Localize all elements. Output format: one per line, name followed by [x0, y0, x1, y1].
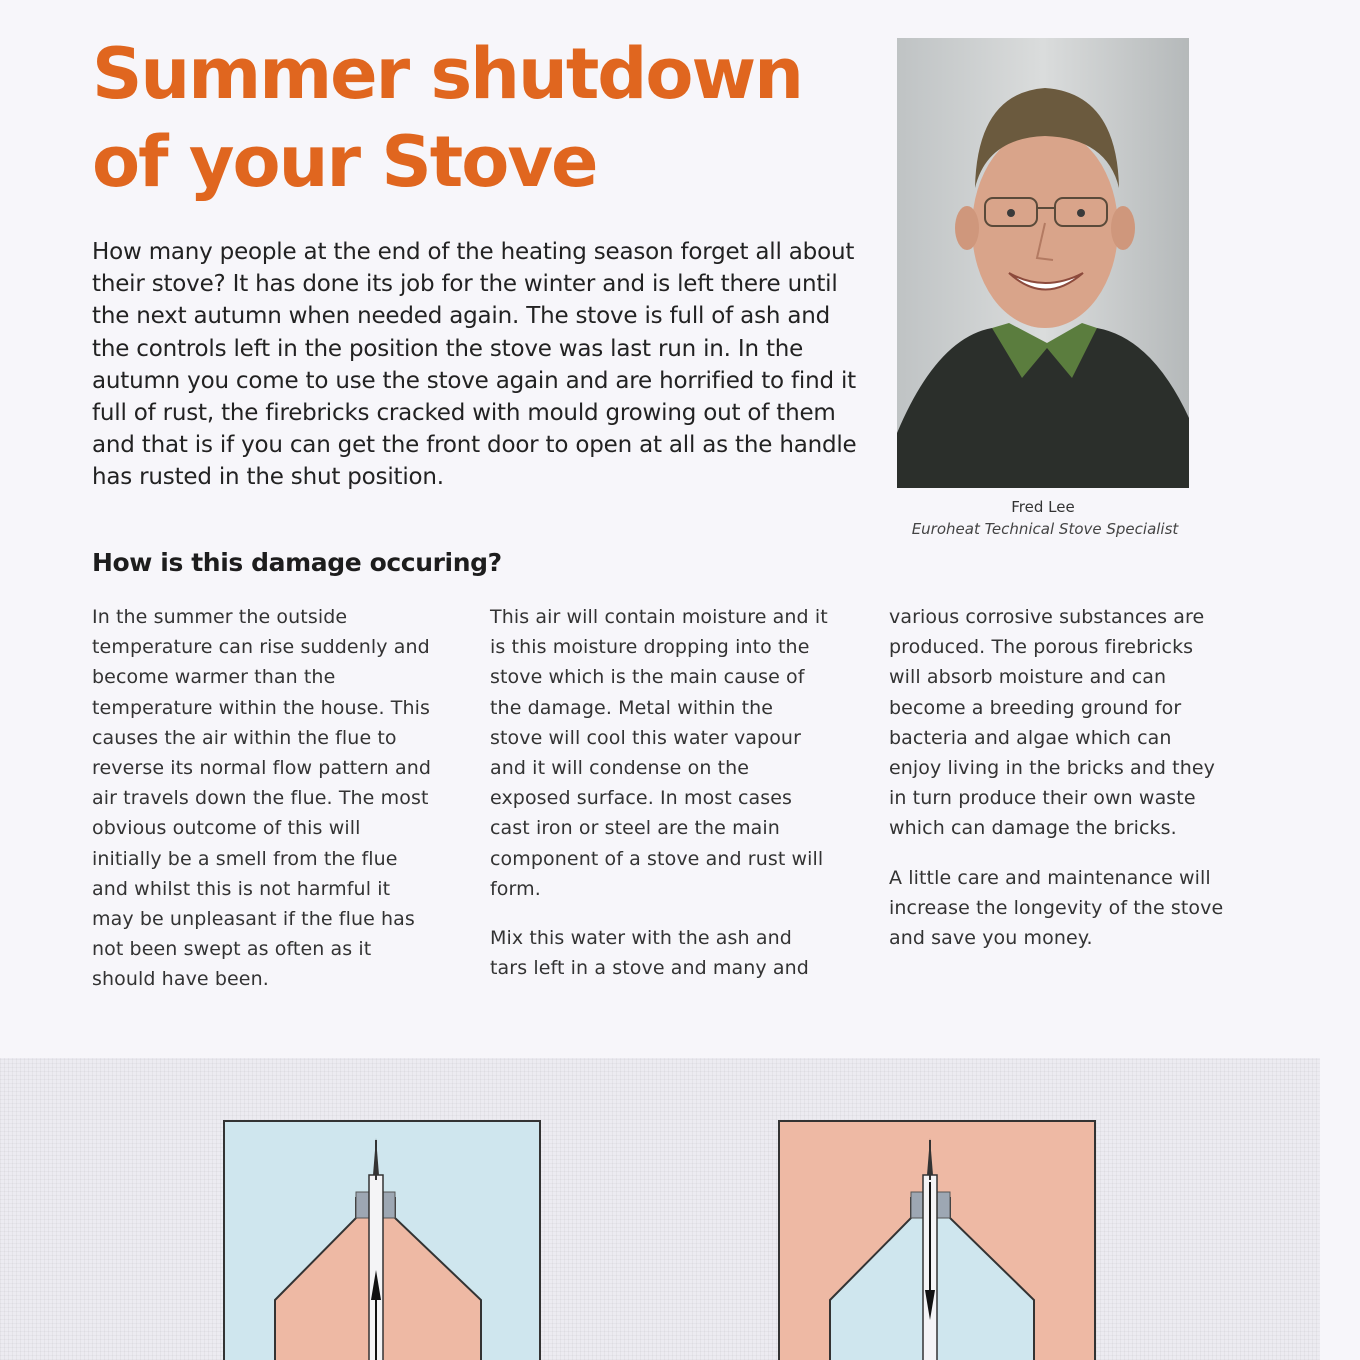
photo-caption-name: Fred Lee — [1011, 498, 1075, 516]
column-3-paragraph-2: A little care and maintenance will increase the longevity of the stove and save you money. — [889, 866, 1224, 950]
photo-caption-role: Euroheat Technical Stove Specialist — [911, 520, 1179, 538]
section-heading: How is this damage occuring? — [92, 548, 502, 577]
column-3 — [889, 602, 1229, 953]
title-line-2: of your Stove — [92, 121, 597, 203]
flue-diagram-normal — [223, 1120, 541, 1360]
column-2 — [490, 602, 830, 983]
column-2-paragraph-2: Mix this water with the ash and tars left in a stove and many and — [490, 927, 809, 980]
diagram-background — [0, 1058, 1320, 1360]
column-1 — [92, 602, 432, 995]
page-title — [92, 30, 852, 206]
column-2-paragraph-1: This air will contain moisture and it is this moisture dropping into the stove which is the main cause of the damage. Metal within the stove will cool this water vapour and it will condense on the exposed surface. In most cases cast iron or steel are the main component of a stove and rust will form. — [490, 606, 828, 900]
intro-paragraph: How many people at the end of the heating season forget all about their stove? It has done its job for the winter and is left there until the next autumn when needed again. The stove is full of ash and the controls left in the position the stove was last run in. In the autumn you come to use the stove again and are horrified to find it full of rust, the firebricks cracked with mould growing out of them and that is if you can get the front door to open at all as the handle has rusted in the shut position. — [92, 239, 857, 491]
flue-diagram-reversed — [778, 1120, 1096, 1360]
column-1-paragraph: In the summer the outside temperature can rise suddenly and become warmer than the temperature within the house. This causes the air within the flue to reverse its normal flow pattern and air travels down the flue. The most obvious outcome of this will initially be a smell from the flue and whilst this is not harmful it may be unpleasant if the flue has not been swept as often as it should have been. — [92, 606, 432, 991]
column-3-paragraph-1: various corrosive substances are produced. The porous firebricks will absorb moisture and can become a breeding ground for bacteria and algae which can enjoy living in the bricks and they in turn produce their own waste which can damage the bricks. — [889, 606, 1215, 840]
portrait-photo — [897, 38, 1189, 488]
title-line-1: Summer shutdown — [92, 33, 802, 115]
portrait-illustration — [897, 38, 1189, 488]
